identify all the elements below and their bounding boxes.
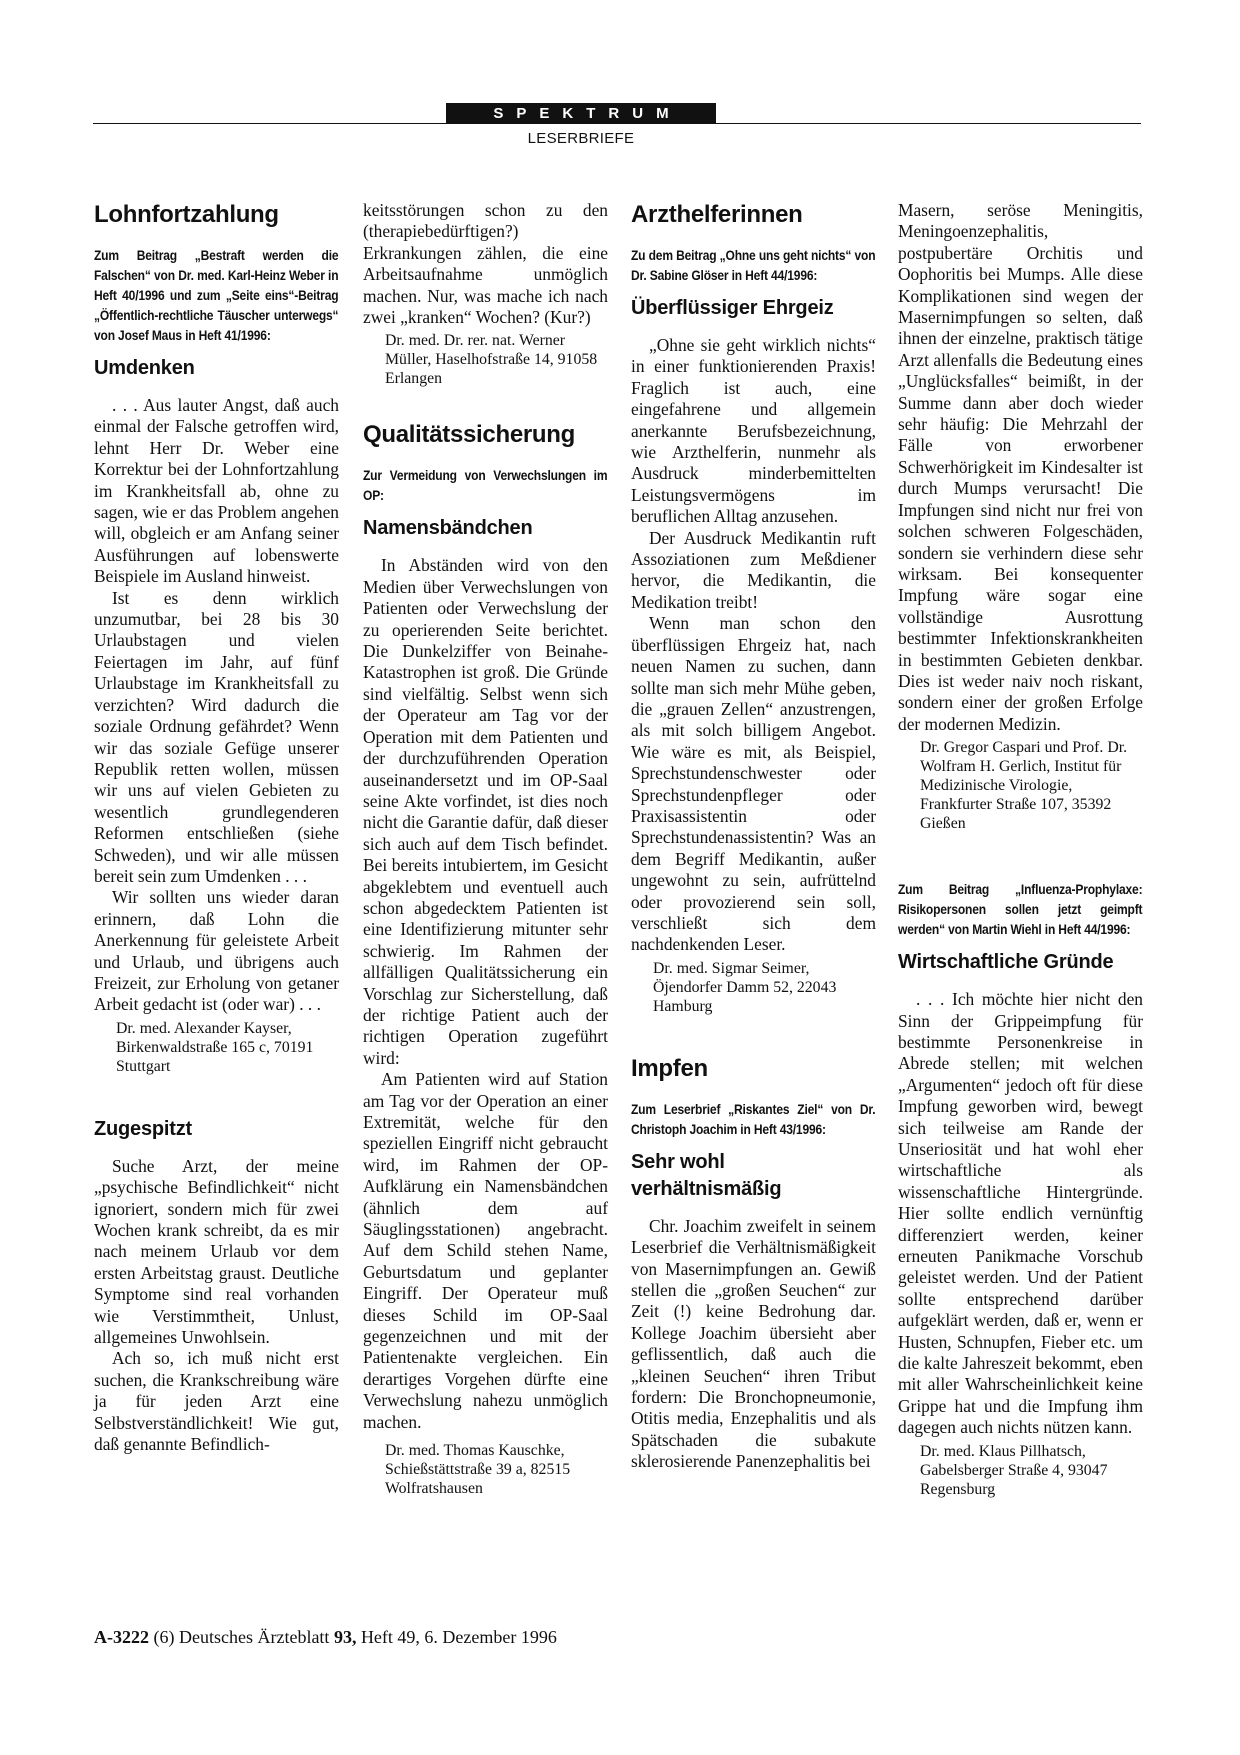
paragraph: keitsstörungen schon zu den (therapiebedürftigen?) Erkrankungen zählen, die eine Arbeitsaufnahme unmöglich machen. Nur, was mache ich nach zwei „kranken“ Wochen? (Kur?) (363, 200, 608, 328)
page-footer (94, 1627, 557, 1648)
paragraph: Ist es denn wirklich unzumutbar, bei 28 bis 30 Urlaubstagen und vielen Feiertagen im Jahr, auf fünf Urlaubstage im Krankheitsfall zu verzichten? Wird dadurch die soziale Ordnung gefährdet? Wenn wir das soziale Gefüge unserer Republik retten wollen, müssen wir uns auf vielen Gebieten zu wesentlich grundlegenderen Reformen entschließen (siehe Schweden), und wir alle müssen bereit sein zum Umdenken . . . (94, 587, 339, 886)
paragraph: Suche Arzt, der meine „psychische Befindlichkeit“ nicht ignoriert, sondern mich für zwei Wochen krank schreibt, da es mir nach meinem Urlaub vor dem ersten Arbeitstag graust. Deutliche Symptome sind real vorhanden wie Verstimmtheit, Unlust, allgemeines Unwohlsein. (94, 1155, 339, 1348)
letter-signature: Dr. med. Alexander Kayser, Birkenwaldstraße 165 c, 70191 Stuttgart (116, 1019, 314, 1075)
paragraph: . . . Aus lauter Angst, daß auch einmal der Falsche getroffen wird, lehnt Herr Dr. Weber eine Korrektur bei der Lohnfortzahlung im Krankheitsfall ab, ohne zu sagen, wie er das Problem angehen will, obgleich er am Anfang seiner Ausführungen auf lobenswerte Beispiele im Ausland hinweist. (94, 395, 339, 587)
paragraph: . . . Ich möchte hier nicht den Sinn der Grippeimpfung für bestimmte Personenkreise in Abrede stellen; mit welchen „Argumenten“ jedoch oft für diese Impfung geworben wird, bewegt sich teilweise am Rande der Unseriosität und hat wohl eher wirtschaftliche als wissenschaftliche Hintergründe. Hier sollte endlich vernünftig differenziert werden, keiner erneuten Panikmache Vorschub geleistet werden. Und der Patient sollte entsprechend darüber aufgeklärt werden, daß er, wenn er Husten, Schnupfen, Fieber etc. um die kalte Jahreszeit bekommt, eben mit aller Wahrscheinlichkeit keine Grippe hat und die Impfung ihm dagegen auch nichts nützen kann. (898, 989, 1143, 1438)
column-4 (898, 200, 1143, 1499)
article-intro: Zum Leserbrief „Riskantes Ziel“ von Dr. Christoph Joachim in Heft 43/1996: (631, 1100, 876, 1137)
article-title-arzthelferinnen: Arzthelferinnen (631, 201, 803, 228)
letter-title-namensbaendchen: Namensbändchen (363, 517, 533, 540)
article-intro: Zu dem Beitrag „Ohne uns geht nichts“ von Dr. Sabine Glöser in Heft 44/1996: (631, 247, 876, 283)
subsection-label: LESERBRIEFE (527, 130, 635, 147)
paragraph: Chr. Joachim zweifelt in seinem Leserbrief die Verhältnismäßigkeit von Masernimpfungen an. Gewiß stellen die „großen Seuchen“ zur Zeit (!) keine Bedrohung dar. Kollege Joachim übersieht aber geflissentlich, daß auch die „kleinen Seuchen“ ihren Tribut fordern: Die Bronchopneumonie, Otitis media, Enzephalitis und als Spätschaden die subakute sklerosierende Panenzephalitis bei (631, 1215, 876, 1472)
letter-title-umdenken: Umdenken (94, 357, 195, 379)
paragraph: „Ohne sie geht wirklich nichts“ in einer funktionierenden Praxis! Fraglich ist auch, eine eingefahrene und allgemein anerkannte Berufsbezeichnung, wie Arzthelferin, nunmehr als Ausdruck minderbemittelten Leistungsvermögens im beruflichen Alltag anzusehen. (631, 335, 876, 527)
column-3 (631, 200, 876, 1473)
page-number: A-3222 (94, 1627, 149, 1647)
paragraph: In Abständen wird von den Medien über Verwechslungen von Patienten oder Verwechslung der zu operierenden Seite berichtet. Die Dunkelziffer von Beinahe-Katastrophen ist groß. Die Gründe sind vielfältig. Selbst wenn sich der Operateur am Tag vor der Operation mit dem Patienten und der durchzuführenden Operation auseinandersetzt und im OP-Saal seine Akte vorfindet, ist dies noch nicht die Garantie dafür, daß dieser sich auch auf dem Tisch befindet. Bei bereits intubiertem, im Gesicht abgeklebtem und eventuell auch schon abgedecktem Patienten ist eine Identifizierung mitunter sehr schwierig. Im Rahmen der allfälligen Qualitätssicherung ein Vorschlag zur Sicherstellung, daß der richtige Patient auch der richtigen Operation zugeführt wird: (363, 555, 608, 1068)
article-intro: Zum Beitrag „Influenza-Prophylaxe: Risikopersonen sollen jetzt geimpft werden“ von Martin Wiehl in Heft 44/1996: (898, 881, 1143, 938)
article-title-lohnfortzahlung: Lohnfortzahlung (94, 201, 279, 228)
letter-signature: Dr. med. Thomas Kauschke, Schießstättstraße 39 a, 82515 Wolfratshausen (385, 1442, 571, 1498)
letter-title-wirtschaftliche-gruende: Wirtschaftliche Gründe (898, 951, 1114, 974)
paragraph: Wir sollten uns wieder daran erinnern, daß Lohn die Anerkennung für geleistete Arbeit und Urlaub, und übrigens auch Freizeit, zur Erholung von getaner Arbeit gedacht ist (oder war) . . . (94, 887, 339, 1015)
column-2 (363, 200, 608, 1498)
article-intro: Zum Beitrag „Bestraft werden die Falschen“ von Dr. med. Karl-Heinz Weber in Heft 40/1996 und zum „Seite eins“-Beitrag „Öffentlich-rechtliche Täuscher unterwegs“ von Josef Maus in Heft 41/1996: (94, 247, 339, 343)
paragraph: Am Patienten wird auf Station am Tag vor der Operation an einer Extremität, welche für den speziellen Eingriff nicht gebraucht wird, im Rahmen der OP-Aufklärung ein Namensbändchen (ähnlich dem auf Säuglingsstationen) angebracht. Auf dem Schild stehen Name, Geburtsdatum und geplanter Eingriff. Der Operateur muß dieses Schild im OP-Saal gegenzeichnen und mit der Patientenakte vergleichen. Ein derartiges Vorgehen dürfte eine Verwechslung nahezu unmöglich machen. (363, 1069, 608, 1432)
article-intro: Zur Vermeidung von Verwechslungen im OP: (363, 467, 608, 504)
letter-signature: Dr. med. Dr. rer. nat. Werner Müller, Haselhofstraße 14, 91058 Erlangen (385, 332, 598, 388)
column-1 (94, 200, 339, 1455)
paragraph: Ach so, ich muß nicht erst suchen, die Krankschreibung wäre ja für jeden Arzt eine Selbstverständlichkeit! Wie gut, daß genannte Befindlich- (94, 1348, 339, 1455)
article-title-impfen: Impfen (631, 1054, 708, 1082)
letter-signature: Dr. med. Klaus Pillhatsch, Gabelsberger Straße 4, 93047 Regensburg (920, 1442, 1108, 1498)
paragraph: Der Ausdruck Medikantin ruft Assoziationen zum Meßdiener hervor, die Medikantin, die Medikation treibt! (631, 527, 876, 612)
letter-signature: Dr. med. Sigmar Seimer, Öjendorfer Damm 52, 22043 Hamburg (653, 959, 837, 1015)
paragraph: Masern, seröse Meningitis, Meningoenzephalitis, postpubertäre Orchitis und Oophoritis bei Mumps. Alle diese Komplikationen sind wegen der Masernimpfungen so selten, daß ihnen der einzelne, praktisch tätige Arzt allenfalls die Bedeutung eines „Unglücksfalles“ beimißt, in der Summe dann aber doch wieder sehr häufig: Die Mehrzahl der Fälle von erworbener Schwerhörigkeit im Kindesalter ist durch Mumps verursacht! Die Impfungen sind nicht nur frei von solchen schweren Folgeschäden, sondern sie verhindern diese sehr wirksam. Bei konsequenter Impfung wäre sogar eine vollständige Ausrottung bestimmter Infektionskrankheiten in bestimmten Gebieten denkbar. Dies ist weder naiv noch riskant, sondern einer der großen Erfolge der modernen Medizin. (898, 200, 1143, 734)
paragraph: Wenn man schon den überflüssigen Ehrgeiz hat, nach neuen Namen zu suchen, dann sollte man sich mehr Mühe geben, die „grauen Zellen“ anzustrengen, als mit solch billigem Angebot. Wie wäre es mit, als Beispiel, Sprechstundenschwester oder Sprechstundenpfleger oder Praxisassistentin oder Sprechstundenassistentin? Was an dem Begriff Medikantin, außer ungewohnt zu sein, aufrüttelnd oder provozierend sein soll, verschließt sich dem nachdenkenden Leser. (631, 613, 876, 955)
journal-name: (6) Deutsches Ärzteblatt (149, 1627, 334, 1647)
letter-title-zugespitzt: Zugespitzt (94, 1117, 192, 1140)
section-label: SPEKTRUM (446, 103, 716, 124)
letter-title-ueberfluessiger-ehrgeiz: Überflüssiger Ehrgeiz (631, 297, 834, 319)
letter-title-sehr-wohl-verhaeltnismaessig: Sehr wohl verhältnismäßig (631, 1150, 782, 1200)
article-title-qualitaetssicherung: Qualitätssicherung (363, 421, 575, 449)
letter-signature: Dr. Gregor Caspari und Prof. Dr. Wolfram H. Gerlich, Institut für Medizinische Virologie, Frankfurter Straße 107, 35392 Gießen (920, 739, 1128, 833)
journal-volume: 93, (333, 1627, 357, 1647)
issue-date: Heft 49, 6. Dezember 1996 (356, 1627, 557, 1647)
